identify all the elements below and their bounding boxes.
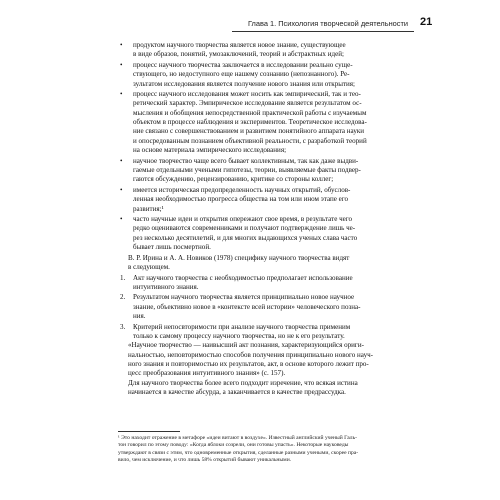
quote-paragraph [118, 341, 445, 378]
text-line: продуктом научного творчества является новое знание, существующее [133, 41, 346, 49]
text-line: редко оцениваются современниками и получают подтверждение лишь че- [133, 224, 356, 233]
bullet-item [118, 61, 445, 89]
item-number: 3. [120, 322, 126, 331]
text-line: бывает лишь посмертной. [133, 243, 211, 252]
item-number: 2. [120, 293, 126, 302]
footnote-line: ¹ Это находит отражение в метафоре «идеи витают в воздухе». Известный английский ученый Галь- [118, 435, 358, 441]
bullet-item [118, 90, 445, 155]
text-line: в следующем. [128, 263, 170, 272]
text-line: в виде образов, понятий, умозаключений, теорий и абстрактных идей; [133, 50, 344, 59]
bullet-item [118, 215, 445, 252]
text-line: ния. [133, 312, 146, 321]
intro-paragraph [118, 254, 445, 273]
text-line: только к самому процессу научного творчества, но не к его результату. [133, 332, 345, 340]
bullet-marker: • [120, 156, 123, 165]
text-line: ние связано с совершенствованием и развитием понятийного аппарата науки [133, 127, 365, 136]
running-header: Глава 1. Психология творческой деятельности [247, 19, 408, 28]
footnote-line: вило, чем исключение, и что лишь 58% открытий бывают уникальными. [118, 456, 292, 463]
numbered-item [118, 293, 445, 321]
text-line: процесс научного творчества заключается в исследовании реально суще- [133, 60, 353, 69]
text-line: рез несколько десятилетий, и для многих выдающихся ученых слава часто [133, 233, 358, 242]
numbered-item [118, 323, 445, 342]
text-line: ретический характер. Эмпирическое исследование является результатом ос- [133, 99, 362, 108]
text-line: цесс преобразования интуитивного знания» (с. 157). [128, 369, 286, 378]
text-line: мысления и обобщения непосредственной практической работы с изучаемым [133, 108, 367, 117]
text-line: и опосредованным познанием объективной реальности, с разработкой теорий [133, 136, 367, 145]
text-line: нальностью, неповторимостью способов получения принципиально нового науч- [128, 350, 373, 359]
bullet-marker: • [120, 215, 123, 224]
closing-paragraph [118, 379, 445, 398]
page-body [118, 41, 445, 397]
item-number: 1. [120, 273, 126, 282]
text-line: часто научные идеи и открытия опережают свое время, в результате чего [133, 215, 352, 224]
text-line: объектом в процессе наблюдения и экспериментов. Теоретическое исследова- [133, 118, 367, 127]
text-line: интуитивного знания. [133, 282, 199, 291]
text-line: ного знания и повторимостью их результатов, акт, в основе которого лежит про- [128, 360, 369, 369]
bullet-item [118, 41, 445, 60]
numbered-item [118, 274, 445, 293]
text-line: Акт научного творчества с необходимостью предполагает использование [133, 273, 353, 282]
footnote-rule [118, 431, 180, 432]
text-line: зультатом исследования является получение нового знания или открытия; [133, 79, 356, 88]
bullet-marker: • [120, 41, 123, 49]
text-line: Критерий непосвторимости при анализе научного творчества применим [133, 322, 351, 331]
text-line: на основе материала эмпирического исследования; [133, 146, 287, 155]
text-line: «Научное творчество — наивысший акт познания, характеризующийся ориги- [128, 341, 364, 350]
bullet-item [118, 186, 445, 214]
bullet-marker: • [120, 90, 123, 99]
bullet-marker: • [120, 60, 123, 69]
text-line: гаются обсуждению, рецензированию, критике со стороны коллег; [133, 175, 334, 184]
text-line: начинается в качестве абсурда, а заканчивается в качестве предрассудка. [128, 388, 346, 397]
text-line: ствующего, но недоступного еще нашему сознанию (непознанного). Ре- [133, 70, 350, 79]
text-line: В. Р. Ирина и А. А. Новиков (1978) специфику научного творчества видят [128, 253, 350, 262]
text-line: ленная необходимостью прогресса общества на том или ином этапе его [133, 195, 349, 204]
bullet-marker: • [120, 185, 123, 194]
footnote-line: тон говорил по этому поводу: «Когда яблоки созрели, они готовы упасть». Некоторые науковеды [118, 442, 349, 449]
text-line: Результатом научного творчества является принципиально новое научное [133, 293, 355, 302]
footnote-line: утверждают в связи с этим, что одновременные открытия, сделанные разными учеными, скорее пра- [118, 449, 359, 456]
header-rule [232, 31, 414, 32]
page-number: 21 [420, 16, 433, 28]
text-line: процесс научного исследования может носить как эмпирический, так и тео- [133, 90, 361, 99]
text-line: имеется историческая предопределенность научных открытий, обуслов- [133, 185, 351, 194]
footnote [118, 435, 445, 464]
text-line: развития;¹ [133, 204, 164, 213]
text-line: знание, объективно новое в «контексте всей истории» человеческого позна- [133, 302, 361, 311]
text-line: гаемые отдельными учеными гипотезы, теории, выявляемые факты подвер- [133, 166, 361, 175]
text-line: Для научного творчества более всего подходит изречение, что всякая истина [128, 378, 358, 387]
text-line: научное творчество чаще всего бывает коллективным, так как даже выдви- [133, 156, 359, 165]
bullet-item [118, 157, 445, 185]
